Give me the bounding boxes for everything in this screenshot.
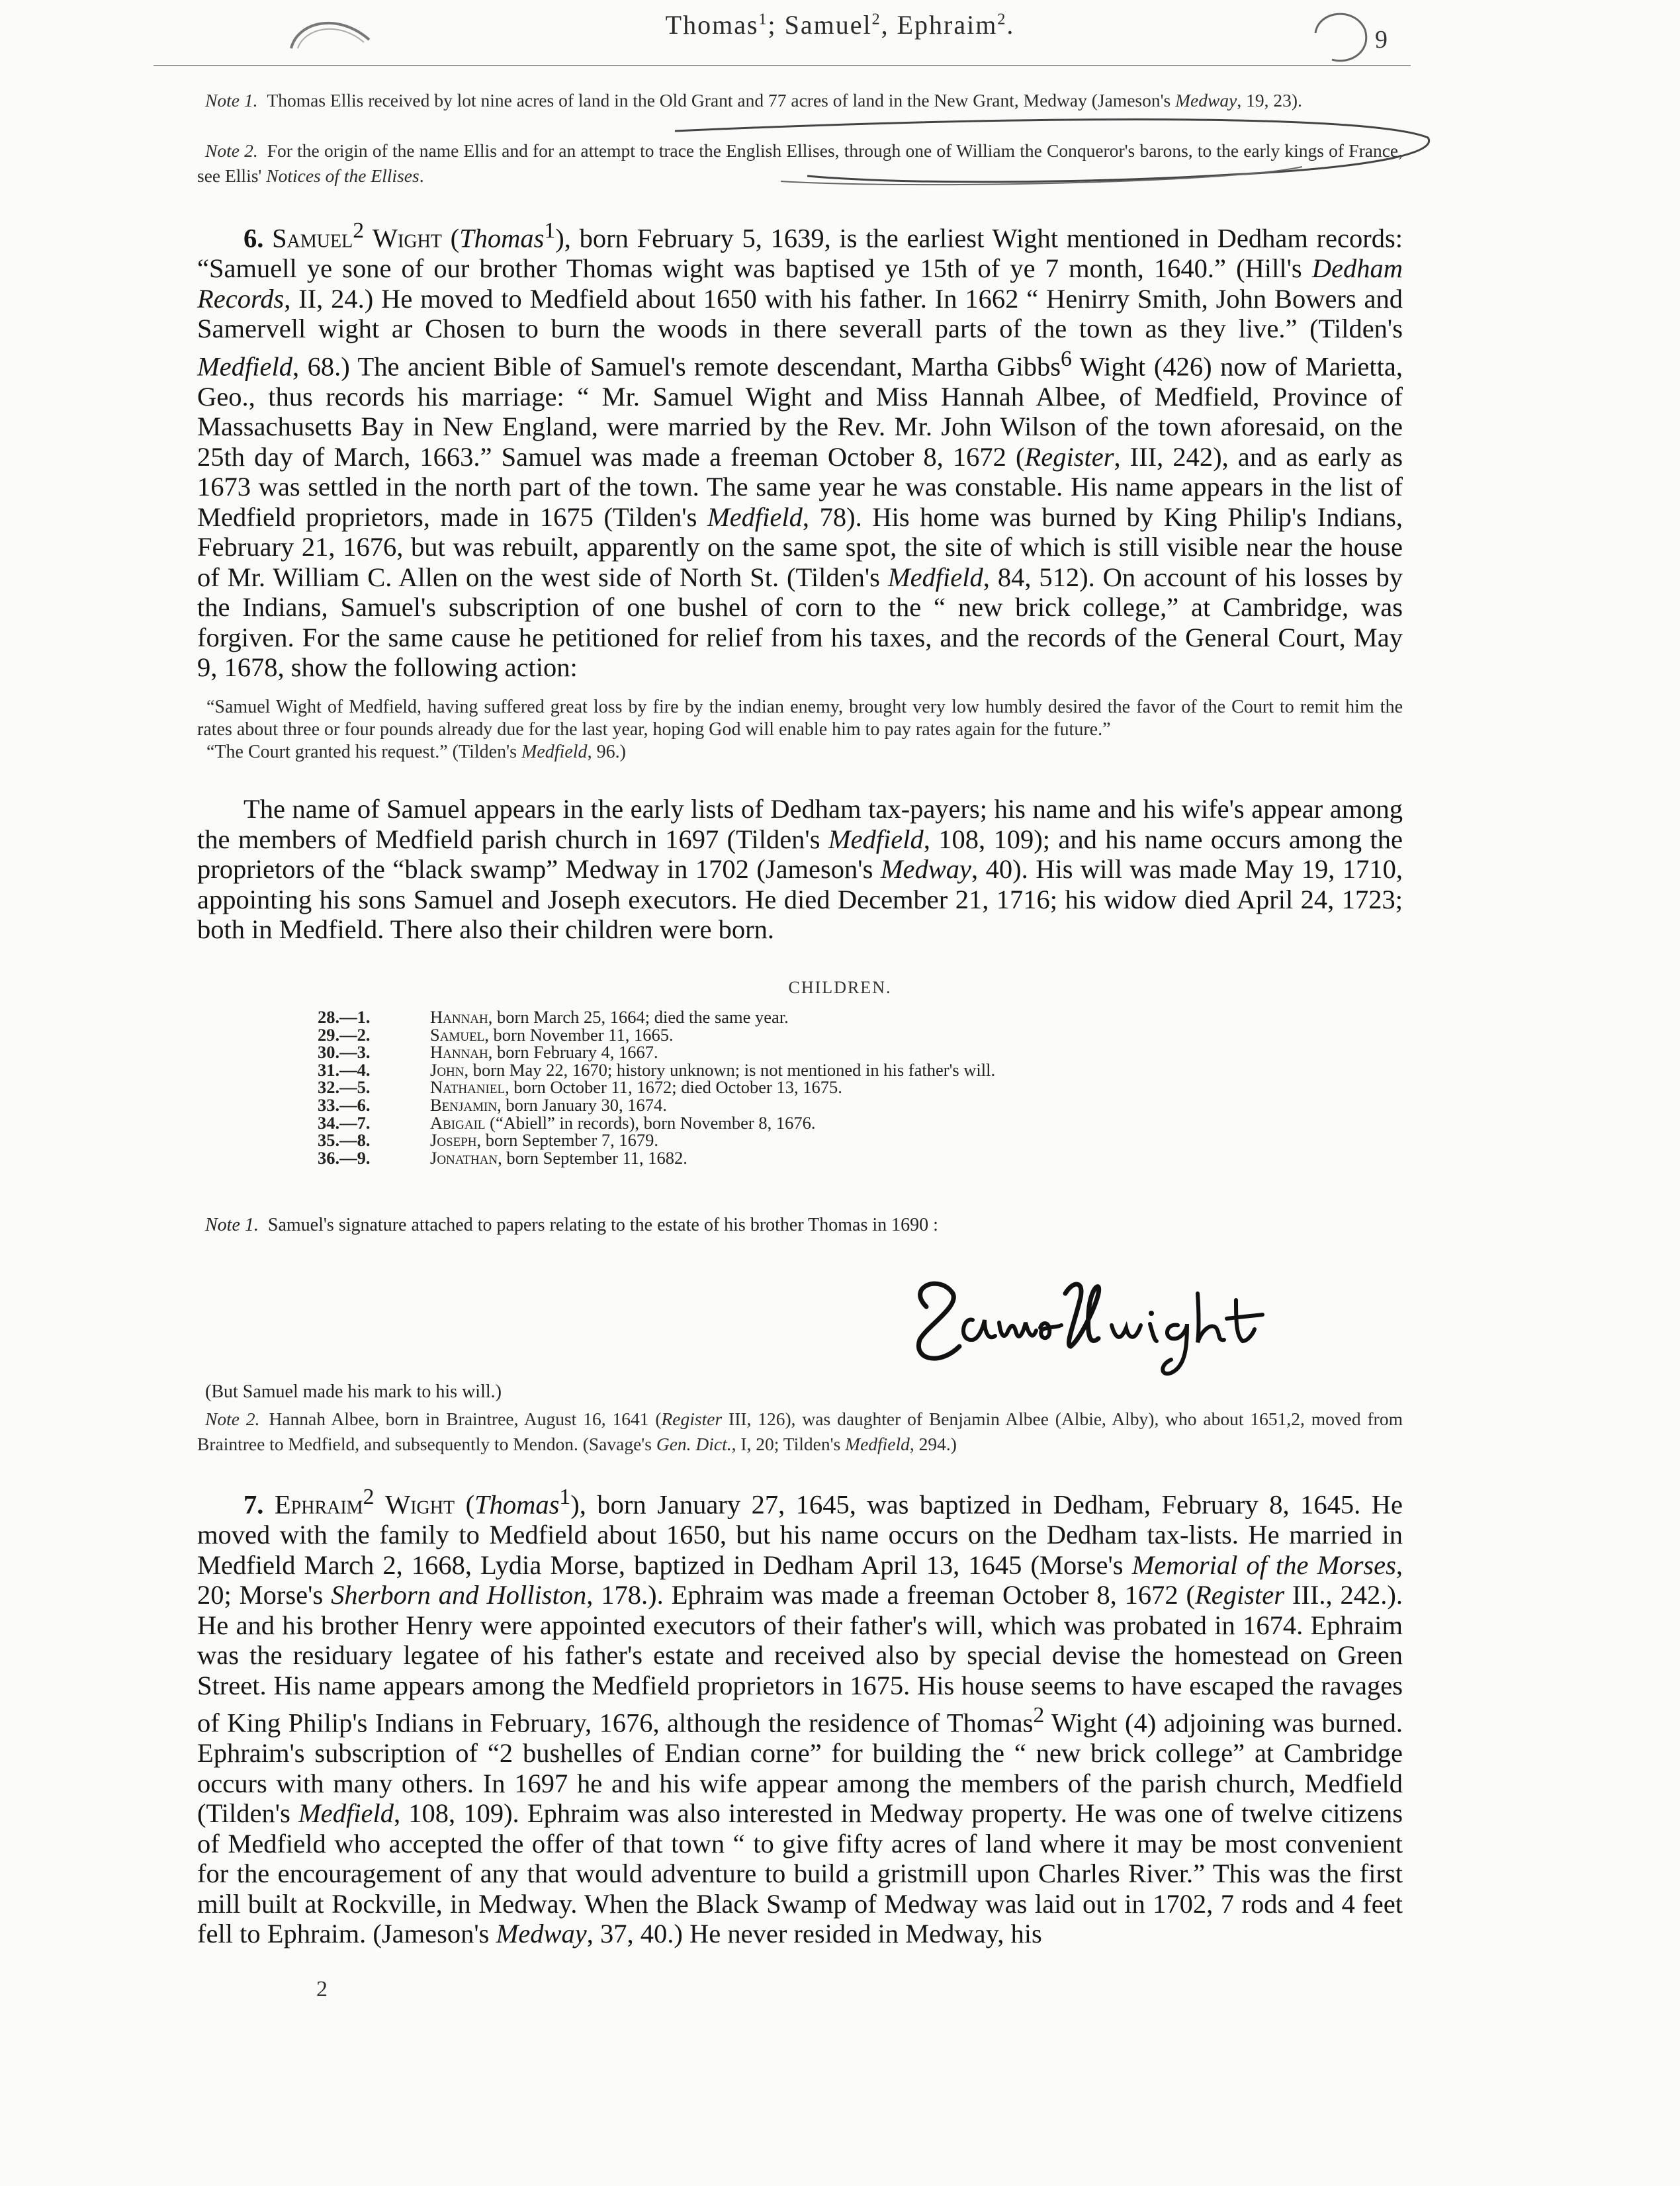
entry-number: 7. — [243, 1489, 264, 1520]
page-number: 9 — [1375, 26, 1388, 54]
running-head: Thomas$^1$; Samuel$^2$, Ephraim$^2$. — [665, 10, 1015, 40]
children-heading: CHILDREN. — [788, 978, 892, 997]
signature-caption: (But Samuel made his mark to his will.) — [205, 1381, 502, 1402]
handwritten-circle-annotation — [635, 111, 1439, 191]
entry-7-paragraph: 7. Ephraim$^2$ Wight (Thomas$^1$), born January 27, 1645, was baptized in Dedham, February 8, 1645. He moved with the family to Medfield about 1650, but his name occurs on the Dedham tax-lists. He married in Medfield March 2, 1668, Lydia Morse, baptized in Dedham April 13, 1645 (Morse's Memorial of the Morses, 20; Morse's Sherborn and Holliston, 178.). Ephraim was made a freeman October 8, 1672 (Register III., 242.). He and his brother Henry were appointed executors of their father's will, which was probated in 1674. Ephraim was the residuary legatee of his father's estate and received also by special devise the homestead on Green Street. His name appears among the Medfield proprietors in 1675. His house seems to have escaped the ravages of King Philip's Indians in February, 1676, although the residence of Thomas$^2$ Wight (4) adjoining was burned. Ephraim's subscription of “2 bushelles of Endian corne” for building the “ new brick college” at Cambridge occurs with many others. In 1697 he and his wife appear among the members of the parish church, Medfield (Tilden's Medfield, 108, 109). Ephraim was also interested in Medway property. He was one of twelve citizens of Medfield who accepted the offer of that town “ to give fifty acres of land where it may be most convenient for the encouragement of any that would adventure to build a gristmill upon Charles River.” This was the first mill built at Rockville, in Medway. When the Black Swamp of Medway was laid out in 1702, 7 rods and 4 feet fell to Ephraim. (Jameson's Medway, 37, 40.) He never resided in Medway, his — [197, 1485, 1403, 1948]
entry-number: 6. — [243, 223, 264, 253]
top-note-2: Note 2. For the origin of the name Ellis and for an attempt to trace the English Ellises, through one of William the Conqueror's barons, to the early kings of France, see Ellis' Notices of the Ellises. — [197, 140, 1403, 186]
note-label: Note 2. — [205, 140, 258, 161]
child-row: 31.—4. John, born May 22, 1670; history unknown; is not mentioned in his father's will. — [318, 1059, 996, 1080]
child-row: 33.—6. Benjamin, born January 30, 1674. — [318, 1094, 667, 1115]
quotation-court-line: “The Court granted his request.” (Tilden's Medfield, 96.) — [206, 742, 626, 762]
child-row: 35.—8. Joseph, born September 7, 1679. — [318, 1130, 659, 1151]
samuel-wight-signature-image — [900, 1267, 1363, 1386]
child-row: 30.—3. Hannah, born February 4, 1667. — [318, 1042, 658, 1063]
child-row: 29.—2. Samuel, born November 11, 1665. — [318, 1024, 674, 1045]
entry-6-paragraph: 6. Samuel$^2$ Wight (Thomas$^1$), born February 5, 1639, is the earliest Wight mentioned in Dedham records: “Samuell ye sone of our brother Thomas wight was baptised ye 15th of ye 7 month, 1640.” (Hill's Dedham Records, II, 24.) He moved to Medfield about 1650 with his father. In 1662 “ Henirry Smith, John Bowers and Samervell wight ar Chosen to burn the woods in there severall parts of the town as they live.” (Tilden's Medfield, 68.) The ancient Bible of Samuel's remote descendant, Martha Gibbs$^6$ Wight (426) now of Marietta, Geo., thus records his marriage: “ Mr. Samuel Wight and Miss Hannah Albee, of Medfield, Province of Massachusetts Bay in New England, were married by the Rev. Mr. John Wilson of the town aforesaid, on the 25th day of March, 1663.” Samuel was made a freeman October 8, 1672 (Register, III, 242), and as early as 1673 was settled in the north part of the town. The same year he was constable. His name appears in the list of Medfield proprietors, made in 1675 (Tilden's Medfield, 78). His home was burned by King Philip's Indians, February 21, 1676, but was rebuilt, apparently on the same spot, the site of which is still visible near the house of Mr. William C. Allen on the west side of North St. (Tilden's Medfield, 84, 512). On account of his losses by the Indians, Samuel's subscription of one bushel of corn to the “ new brick college,” at Cambridge, was forgiven. For the same cause he petitioned for relief from his taxes, and the records of the General Court, May 9, 1678, show the following action: — [197, 218, 1403, 682]
child-row: 32.—5. Nathaniel, born October 11, 1672; died October 13, 1675. — [318, 1077, 842, 1098]
children-list — [318, 1008, 1403, 1166]
samuel-tax-paragraph: The name of Samuel appears in the early lists of Dedham tax-payers; his name and his wife's appear among the members of Medfield parish church in 1697 (Tilden's Medfield, 108, 109); and his name occurs among the proprietors of the “black swamp” Medway in 1702 (Jameson's Medway, 40). His will was made May 19, 1710, appointing his sons Samuel and Joseph executors. He died December 21, 1716; his widow died April 24, 1723; both in Medfield. There also their children were born. — [197, 794, 1403, 944]
child-row: 36.—9. Jonathan, born September 11, 1682. — [318, 1147, 687, 1168]
signature-note: Note 1. Samuel's signature attached to papers relating to the estate of his brother Thomas in 1690 : — [205, 1215, 938, 1235]
top-note-1: Note 1. Thomas Ellis received by lot nine acres of land in the Old Grant and 77 acres of land in the New Grant, Medway (Jameson's Medway, 19, 23). — [197, 88, 1403, 113]
court-quotation — [197, 696, 1403, 764]
child-row: 34.—7. Abigail (“Abiell” in records), born November 8, 1676. — [318, 1112, 816, 1133]
header-rule — [154, 65, 1411, 66]
signature-mark: 2 — [316, 1977, 328, 2001]
albee-note: Note 2. Hannah Albee, born in Braintree, August 16, 1641 (Register III, 126), was daughter of Benjamin Albee (Albie, Alby), who about 1651,2, moved from Braintree to Medfield, and subsequently to Mendon. (Savage's Gen. Dict., I, 20; Tilden's Medfield, 294.) — [197, 1409, 1403, 1454]
quotation-text: “Samuel Wight of Medfield, having suffered great loss by fire by the indian enemy, brought very low humbly desired the favor of the Court to remit him the rates about three or four pounds already due for the last year, hoping God will enable him to pay rates again for the future.” — [197, 697, 1403, 740]
child-row: 28.—1. Hannah, born March 25, 1664; died the same year. — [318, 1007, 789, 1027]
note-label: Note 1. — [205, 90, 258, 110]
